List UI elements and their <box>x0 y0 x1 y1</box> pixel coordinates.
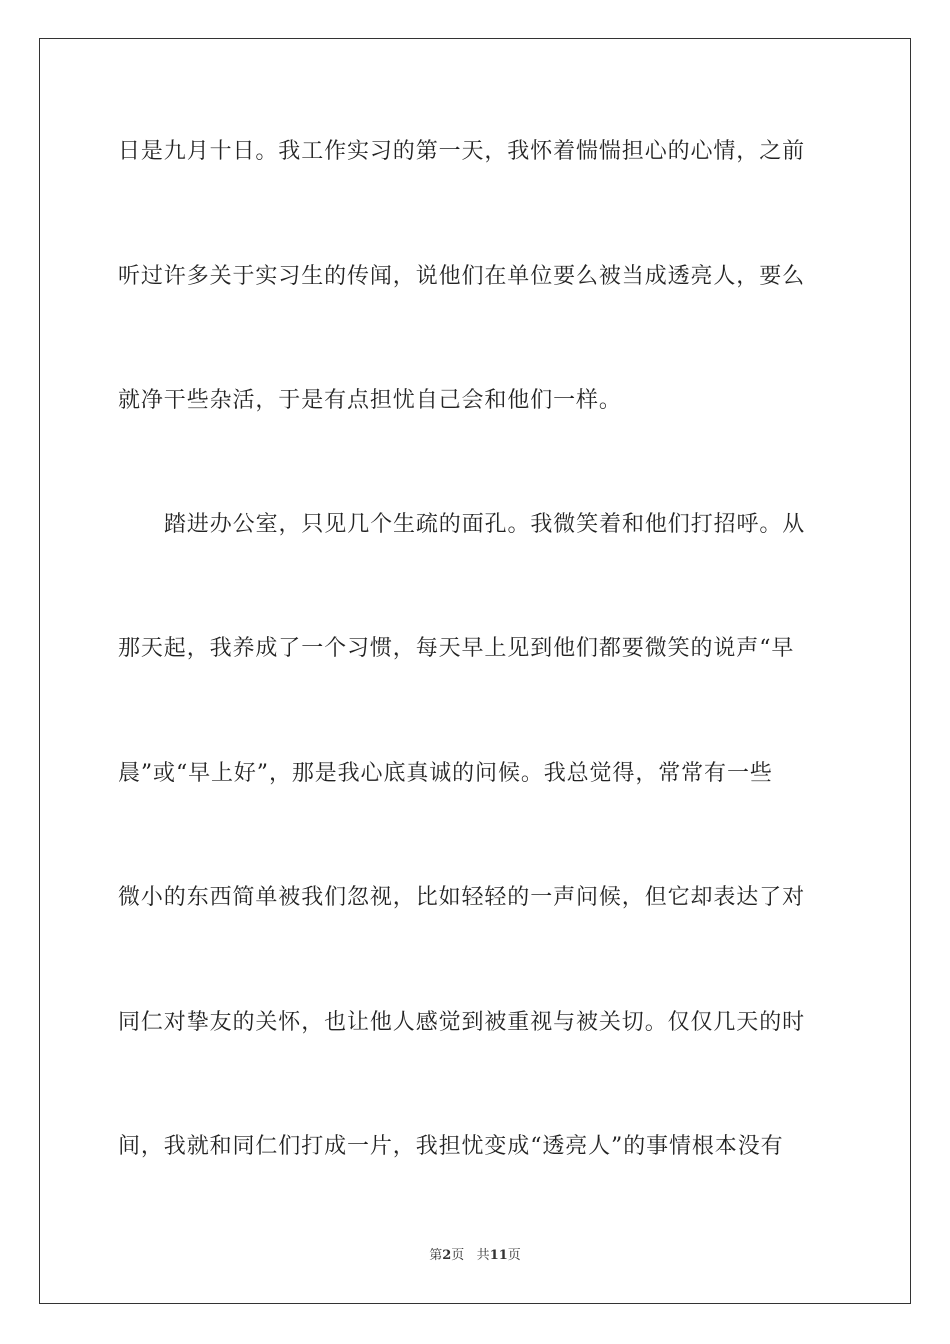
total-pages: 11 <box>489 1248 508 1263</box>
text-line: 微小的东西简单被我们忽视，比如轻轻的一声问候，但它却表达了对 <box>118 885 806 910</box>
text-line: 晨”或“早上好”，那是我心底真诚的问候。我总觉得，常常有一些 <box>118 761 773 786</box>
text-line: 就净干些杂活，于是有点担忧自己会和他们一样。 <box>118 388 622 413</box>
text-line: 日是九月十日。我工作实习的第一天，我怀着惴惴担心的心情，之前 <box>118 139 806 164</box>
page-number-footer <box>0 1247 950 1265</box>
page-prefix: 第 <box>429 1248 443 1263</box>
total-suffix: 页 <box>507 1248 521 1263</box>
text-line: 听过许多关于实习生的传闻，说他们在单位要么被当成透亮人，要么 <box>118 264 806 289</box>
page-suffix: 页 <box>451 1248 465 1263</box>
total-prefix: 共 <box>476 1248 490 1263</box>
paragraph-start-line: 踏进办公室，只见几个生疏的面孔。我微笑着和他们打招呼。从 <box>164 512 806 537</box>
page-number: 2 <box>442 1248 452 1263</box>
text-line: 间，我就和同仁们打成一片，我担忧变成“透亮人”的事情根本没有 <box>118 1134 784 1159</box>
page-border <box>39 38 911 1304</box>
text-line: 同仁对挚友的关怀，也让他人感觉到被重视与被关切。仅仅几天的时 <box>118 1010 806 1035</box>
text-line: 那天起，我养成了一个习惯，每天早上见到他们都要微笑的说声“早 <box>118 636 795 661</box>
